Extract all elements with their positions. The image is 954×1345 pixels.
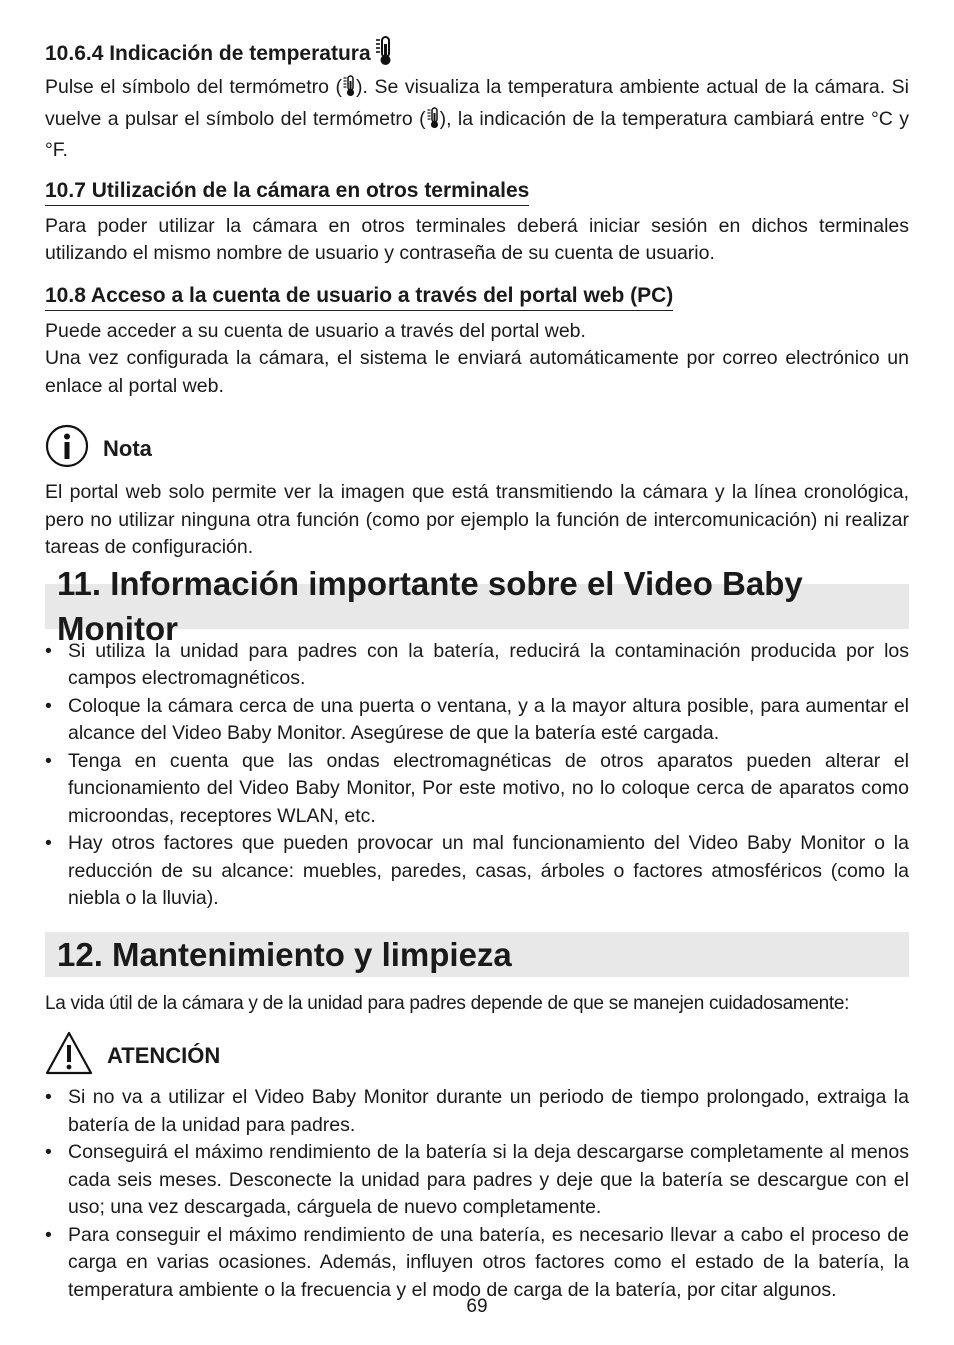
list-item: • Hay otros factores que pueden provocar un mal funcionamiento del Video Baby Monitor o la reducción de su alcance: muebles, paredes, casas, árboles o factores atmosféricos (como la niebla o la lluvia).: [45, 830, 909, 913]
note-header: [45, 424, 909, 473]
list-item: • Tenga en cuenta que las ondas electromagnéticas de otros aparatos pueden alterar el funcionamiento del Video Baby Monitor, Por este motivo, no lo coloque cerca de aparatos como microondas, receptores WLAN, etc.: [45, 748, 909, 831]
paragraph-temperature: Pulse el símbolo del termómetro ( ). Se visualiza la temperatura ambiente actual de la cámara. Si vuelve a pulsar el símbolo del termómetro ( ), la indicación de la temperatura cambiará entre °C y °F.: [45, 76, 910, 161]
paragraph-note: El portal web solo permite ver la imagen que está transmitiendo la cámara y la línea cronológica, pero no utilizar ninguna otra función (como por ejemplo la función de intercomunicación) ni realizar tareas de configuración.: [45, 481, 909, 558]
list-item: • Si utiliza la unidad para padres con la batería, reducirá la contaminación producida por los campos electromagnéticos.: [45, 638, 909, 693]
paragraph-web-portal-2: Una vez configurada la cámara, el sistema le enviará automáticamente por correo electrónico un enlace al portal web.: [45, 347, 909, 397]
section-11-header: [45, 565, 909, 647]
note-label: Nota: [103, 435, 152, 461]
thermometer-icon: [427, 107, 439, 138]
page-content: [45, 36, 909, 1304]
thermometer-icon: [375, 36, 391, 74]
heading-12: 12. Mantenimiento y limpieza: [57, 935, 512, 973]
heading-10-7: 10.7 Utilización de la cámara en otros terminales: [45, 177, 529, 206]
info-icon: [45, 424, 89, 473]
heading-10-6-4: 10.6.4 Indicación de temperatura: [45, 36, 909, 74]
warning-header: [45, 1031, 909, 1080]
list-section-12: [45, 1084, 909, 1304]
warning-label: ATENCIÓN: [107, 1042, 221, 1068]
thermometer-icon: [343, 75, 355, 106]
list-section-11: [45, 638, 909, 913]
paragraph-maintenance-intro: La vida útil de la cámara y de la unidad para padres depende de que se manejen cuidadosamente:: [45, 992, 850, 1014]
list-item: • Conseguirá el máximo rendimiento de la batería si la deja descargarse completamente al menos cada seis meses. Desconecte la unidad para padres y deje que la batería se descargue con el uso; una vez descargada, cárguela de nuevo completamente.: [45, 1139, 909, 1222]
paragraph-other-terminals: Para poder utilizar la cámara en otros terminales deberá iniciar sesión en dichos terminales utilizando el mismo nombre de usuario y contraseña de su cuenta de usuario.: [45, 214, 909, 264]
heading-11: 11. Información importante sobre el Video Baby Monitor: [57, 565, 803, 647]
list-item: • Coloque la cámara cerca de una puerta o ventana, y a la mayor altura posible, para aumentar el alcance del Video Baby Monitor. Asegúrese de que la batería esté cargada.: [45, 693, 909, 748]
page-number: 69: [466, 1296, 488, 1317]
paragraph-web-portal-1: Puede acceder a su cuenta de usuario a través del portal web.: [45, 319, 586, 342]
warning-icon: [45, 1031, 93, 1080]
section-12-header: [45, 932, 909, 977]
heading-10-8: 10.8 Acceso a la cuenta de usuario a través del portal web (PC): [45, 282, 673, 311]
list-item: • Si no va a utilizar el Video Baby Monitor durante un periodo de tiempo prolongado, extraiga la batería de la unidad para padres.: [45, 1084, 909, 1139]
list-item: • Para conseguir el máximo rendimiento de una batería, es necesario llevar a cabo el proceso de carga en varias ocasiones. Además, influyen otros factores como el estado de la batería, la temperatura ambiente o la frecuencia y el modo de carga de la batería, por citar algunos.: [45, 1222, 909, 1305]
